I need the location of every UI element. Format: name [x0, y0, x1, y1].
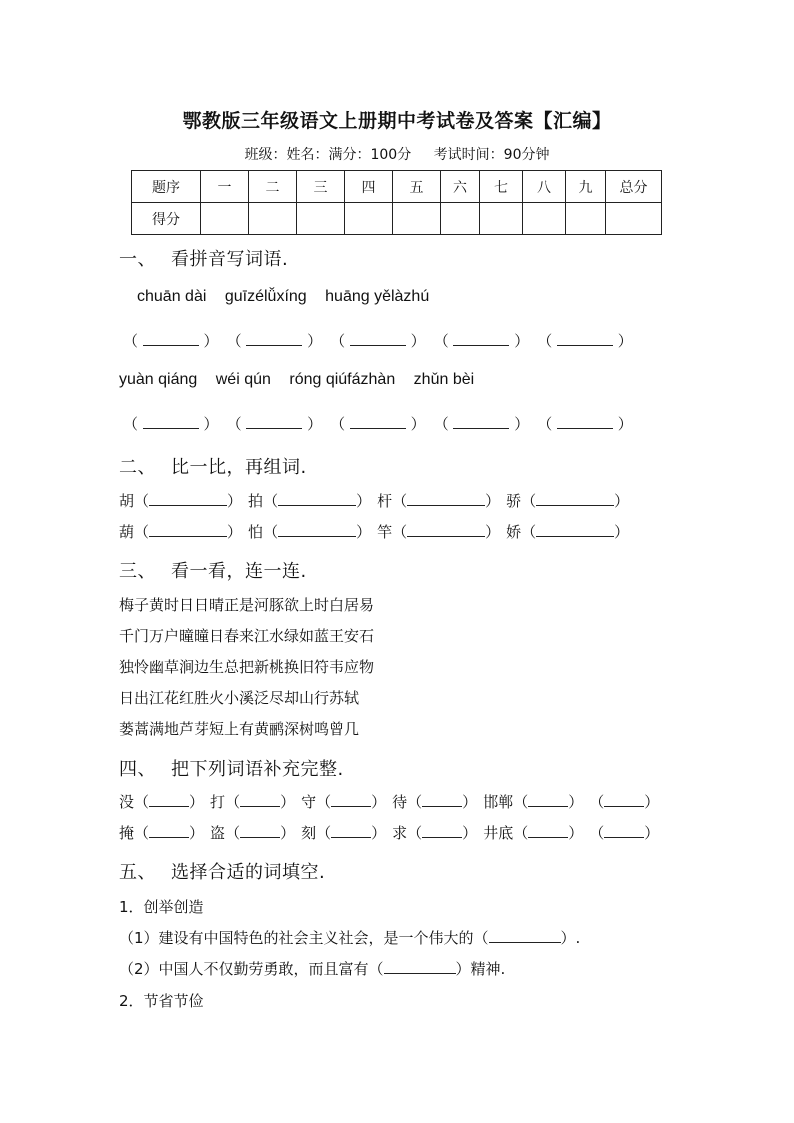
match-line: 梅子黄时日日晴正是河豚欲上时白居易: [119, 596, 375, 614]
fill-question-1b: （2）中国人不仅勤劳勇敢，而且富有（ ）精神.: [119, 960, 506, 978]
section-number: 四、: [119, 759, 156, 780]
pinyin-row-2: [119, 371, 488, 389]
section-number: 二、: [119, 457, 156, 478]
fill-blank[interactable]: [489, 928, 561, 943]
complete-item[interactable]: 守（ ）: [301, 793, 387, 811]
complete-item[interactable]: 井底（ ）: [483, 824, 584, 842]
section-number: 一、: [119, 249, 156, 270]
score-cell[interactable]: [393, 203, 441, 235]
section-5-heading: [119, 858, 325, 884]
answer-blank[interactable]: （ ）: [123, 415, 219, 433]
complete-item[interactable]: 盗（ ）: [210, 824, 296, 842]
header-cell: 八: [523, 171, 566, 203]
pinyin-item: wéi qún: [215, 371, 271, 388]
compare-row-1: [119, 490, 635, 511]
score-cell[interactable]: [441, 203, 480, 235]
section-title: 看一看，连一连.: [171, 561, 307, 582]
complete-item[interactable]: 邯郸（ ）: [483, 793, 584, 811]
complete-item[interactable]: 待（ ）: [392, 793, 478, 811]
compare-item[interactable]: 怕（ ）: [248, 523, 372, 541]
compare-item[interactable]: 杆（ ）: [377, 492, 501, 510]
compare-item[interactable]: 竿（ ）: [377, 523, 501, 541]
complete-item[interactable]: （ ）: [589, 824, 660, 842]
complete-item[interactable]: 打（ ）: [210, 793, 296, 811]
match-line: 千门万户曈曈日春来江水绿如蓝王安石: [119, 627, 375, 645]
match-line: 日出江花红胜火小溪泛尽却山行苏轼: [119, 689, 360, 707]
complete-row-2: [119, 822, 665, 843]
exam-info: [0, 144, 794, 164]
header-cell: 九: [566, 171, 606, 203]
fill-question-1a: （1）建设有中国特色的社会主义社会，是一个伟大的（ ）.: [119, 929, 581, 947]
header-cell: 三: [297, 171, 345, 203]
score-table-header-row: [132, 171, 662, 203]
pinyin-item: huāng yělàzhú: [325, 288, 430, 305]
class-name-score: 班级：姓名：满分：100分: [244, 147, 412, 163]
score-cell[interactable]: [523, 203, 566, 235]
match-line: 独怜幽草涧边生总把新桃换旧符韦应物: [119, 658, 375, 676]
pinyin-item: róng qiúfázhàn: [289, 371, 396, 388]
pinyin-item: guīzélǚxíng: [224, 288, 307, 305]
compare-item[interactable]: 娇（ ）: [506, 523, 630, 541]
section-number: 五、: [119, 862, 156, 883]
answer-blank[interactable]: （ ）: [433, 332, 530, 350]
compare-item[interactable]: 骄（ ）: [506, 492, 630, 510]
pinyin-item: chuān dài: [137, 288, 207, 305]
answer-blank[interactable]: （ ）: [330, 415, 426, 433]
header-cell: 总分: [606, 171, 662, 203]
answer-blank[interactable]: （ ）: [537, 332, 633, 350]
header-cell: 一: [201, 171, 249, 203]
answer-blank[interactable]: （ ）: [330, 332, 426, 350]
score-table-score-row: [132, 203, 662, 235]
section-2-heading: [119, 453, 307, 479]
answer-blanks-row-1: [123, 330, 641, 351]
score-cell[interactable]: [606, 203, 662, 235]
complete-item[interactable]: 没（ ）: [119, 793, 205, 811]
section-title: 把下列词语补充完整.: [171, 759, 344, 780]
answer-blank[interactable]: （ ）: [226, 332, 323, 350]
section-title: 比一比，再组词.: [171, 457, 307, 478]
complete-item[interactable]: 求（ ）: [392, 824, 478, 842]
complete-item[interactable]: （ ）: [589, 793, 660, 811]
fill-question-2-label: 2．节省节俭: [119, 992, 204, 1010]
section-4-heading: [119, 755, 344, 781]
header-cell: 四: [345, 171, 393, 203]
complete-item[interactable]: 掩（ ）: [119, 824, 205, 842]
answer-blank[interactable]: （ ）: [226, 415, 323, 433]
pinyin-item: zhǔn bèi: [413, 371, 475, 388]
score-cell[interactable]: [201, 203, 249, 235]
complete-row-1: [119, 791, 665, 812]
exam-time: 考试时间：90分钟: [433, 147, 550, 163]
score-cell[interactable]: [297, 203, 345, 235]
match-line: 蒌蒿满地芦芽短上有黄鹂深树鸣曾几: [119, 720, 360, 738]
header-cell: 五: [393, 171, 441, 203]
pinyin-row-1: [137, 288, 443, 306]
header-cell: 六: [441, 171, 480, 203]
pinyin-item: yuàn qiáng: [119, 371, 198, 388]
fill-blank[interactable]: [384, 959, 456, 974]
complete-item[interactable]: 刻（ ）: [301, 824, 387, 842]
answer-blank[interactable]: （ ）: [537, 415, 633, 433]
score-cell[interactable]: [480, 203, 523, 235]
score-cell[interactable]: [566, 203, 606, 235]
header-cell: 二: [249, 171, 297, 203]
compare-item[interactable]: 葫（ ）: [119, 523, 243, 541]
header-cell: 题序: [132, 171, 201, 203]
page-title: 鄂教版三年级语文上册期中考试卷及答案【汇编】: [182, 110, 612, 132]
compare-item[interactable]: 拍（ ）: [248, 492, 372, 510]
section-title: 选择合适的词填空.: [171, 862, 326, 883]
score-table: [131, 170, 662, 235]
answer-blank[interactable]: （ ）: [123, 332, 219, 350]
answer-blanks-row-2: [123, 413, 641, 434]
answer-blank[interactable]: （ ）: [433, 415, 530, 433]
section-number: 三、: [119, 561, 156, 582]
compare-row-2: [119, 521, 635, 542]
score-cell[interactable]: [345, 203, 393, 235]
score-row-label: 得分: [132, 203, 201, 235]
section-1-heading: [119, 245, 288, 271]
section-title: 看拼音写词语.: [171, 249, 289, 270]
fill-question-1-label: 1．创举创造: [119, 898, 204, 916]
section-3-heading: [119, 557, 307, 583]
score-cell[interactable]: [249, 203, 297, 235]
header-cell: 七: [480, 171, 523, 203]
compare-item[interactable]: 胡（ ）: [119, 492, 243, 510]
